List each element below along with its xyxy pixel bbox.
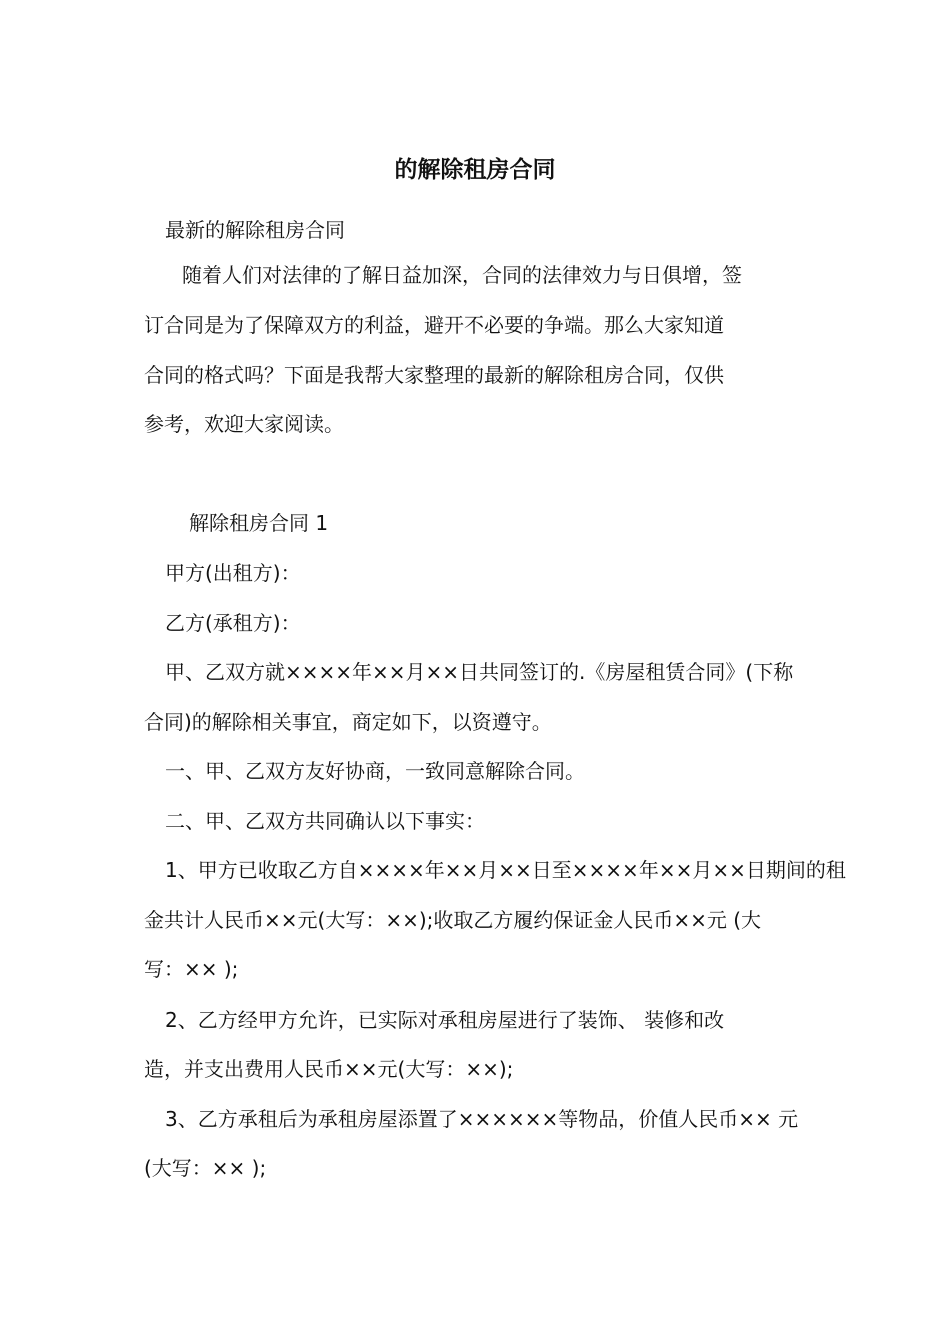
item-1-line-3: 写：×× ); [144, 957, 239, 981]
intro-line-1: 随着人们对法律的了解日益加深，合同的法律效力与日俱增，签 [182, 263, 742, 287]
item-2-line-1: 2、乙方经甲方允许，已实际对承租房屋进行了装饰、 装修和改 [165, 1008, 725, 1032]
party-b-label: 乙方(承租方)： [165, 611, 301, 635]
intro-line-2: 订合同是为了保障双方的利益，避开不必要的争端。那么大家知道 [144, 313, 724, 337]
party-a-label: 甲方(出租方)： [165, 561, 301, 585]
item-2-line-2: 造，并支出费用人民币××元(大写：××); [144, 1057, 514, 1081]
document-subtitle: 最新的解除租房合同 [165, 218, 345, 242]
preamble-line-2: 合同)的解除相关事宜，商定如下，以资遵守。 [144, 710, 552, 734]
intro-line-4: 参考，欢迎大家阅读。 [144, 412, 344, 436]
clause-2: 二、甲、乙双方共同确认以下事实： [165, 809, 485, 833]
item-3-line-2: (大写：×× ); [144, 1156, 267, 1180]
intro-line-3: 合同的格式吗？下面是我帮大家整理的最新的解除租房合同，仅供 [144, 363, 724, 387]
item-3-line-1: 3、乙方承租后为承租房屋添置了××××××等物品，价值人民币×× 元 [165, 1107, 799, 1131]
item-1-line-2: 金共计人民币××元(大写：××);收取乙方履约保证金人民币××元 (大 [144, 908, 762, 932]
clause-1: 一、甲、乙双方友好协商，一致同意解除合同。 [165, 759, 585, 783]
item-1-line-1: 1、甲方已收取乙方自××××年××月××日至××××年××月××日期间的租 [165, 858, 846, 882]
section-heading: 解除租房合同 1 [189, 511, 329, 535]
preamble-line-1: 甲、乙双方就××××年××月××日共同签订的.《房屋租赁合同》(下称 [165, 660, 794, 684]
document-title: 的解除租房合同 [394, 157, 556, 183]
